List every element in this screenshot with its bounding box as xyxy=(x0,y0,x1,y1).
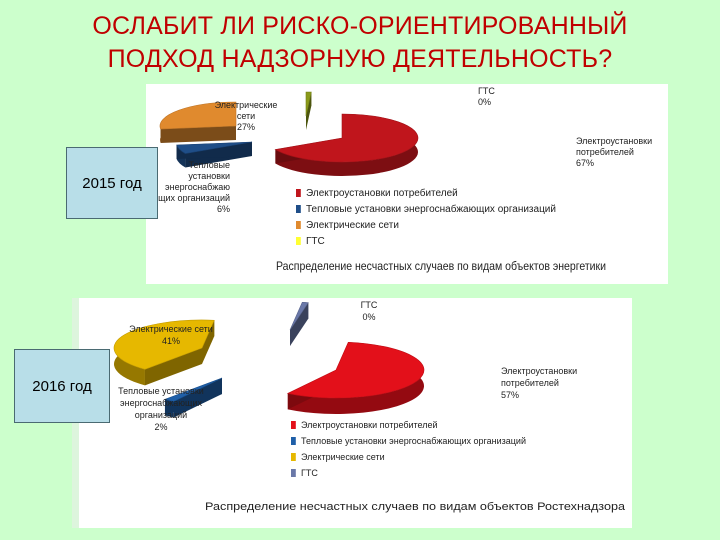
slide-title xyxy=(0,10,720,76)
legend-entry-1: Тепловые установки энергоснабжающих организаций xyxy=(306,204,556,215)
data-label-0 xyxy=(576,136,652,168)
data-label-3 xyxy=(478,86,495,107)
data-label-pct: 41% xyxy=(161,336,181,346)
chart-panel-2015 xyxy=(146,84,668,284)
legend-swatch-2 xyxy=(291,453,296,461)
legend-swatch-1 xyxy=(291,437,296,445)
legend-entry-2: Электрические сети xyxy=(301,452,385,462)
legend-swatch-0 xyxy=(291,421,296,429)
data-label-line: ГТС xyxy=(360,300,378,310)
year-label-2016 xyxy=(14,349,110,423)
data-label-pct: 6% xyxy=(216,204,230,214)
data-label-line: щих организаций xyxy=(158,193,230,203)
data-label-pct: 0% xyxy=(478,97,492,107)
data-label-pct: 2% xyxy=(154,422,168,432)
legend-entry-3: ГТС xyxy=(301,468,318,478)
legend-entry-2: Электрические сети xyxy=(306,220,399,231)
data-label-line: установки xyxy=(188,171,230,181)
year-label-2015-text: 2015 год xyxy=(82,174,142,192)
legend-swatch-0 xyxy=(296,189,301,197)
legend-entry-0: Электроустановки потребителей xyxy=(306,188,458,199)
data-label-line: потребителей xyxy=(501,378,559,388)
pie-slice-0 xyxy=(275,114,418,162)
legend-entry-3: ГТС xyxy=(306,236,325,247)
data-label-line: Электрические сети xyxy=(129,324,213,334)
legend-swatch-3 xyxy=(291,469,296,477)
data-label-line: потребителей xyxy=(576,147,634,157)
year-label-2016-text: 2016 год xyxy=(32,377,92,395)
pie-chart-2015 xyxy=(146,84,668,284)
data-label-line: ГТС xyxy=(478,86,495,96)
data-label-pct: 67% xyxy=(576,158,595,168)
data-label-pct: 57% xyxy=(501,390,520,400)
data-label-line: Электроустановки xyxy=(576,136,653,146)
legend-swatch-1 xyxy=(296,205,301,213)
year-label-2015 xyxy=(66,147,158,219)
data-label-line: Тепловые установки xyxy=(118,386,204,396)
slide-title-line-2: ПОДХОД НАДЗОРНУЮ ДЕЯТЕЛЬНОСТЬ? xyxy=(107,45,613,73)
legend-entry-1: Тепловые установки энергоснабжающих организаций xyxy=(301,436,526,446)
data-label-line: Тепловые xyxy=(188,160,230,170)
data-label-line: Электроустановки xyxy=(501,366,578,376)
legend-entry-0: Электроустановки потребителей xyxy=(301,420,438,430)
data-label-line: энергоснабжающих xyxy=(120,398,202,408)
data-label-pct: 0% xyxy=(362,312,376,322)
chart-title: Распределение несчастных случаев по видам объектов Ростехнадзора xyxy=(205,501,627,513)
data-label-line: Электрические xyxy=(214,100,278,110)
chart-panel-2016-body xyxy=(79,298,632,528)
data-label-line: сети xyxy=(236,111,256,121)
slide-title-line-1: ОСЛАБИТ ЛИ РИСКО-ОРИЕНТИРОВАННЫЙ xyxy=(92,12,628,40)
data-label-0 xyxy=(501,366,577,400)
pie-chart-2016 xyxy=(79,298,632,528)
chart-title: Распределение несчастных случаев по видам объектов энергетики xyxy=(276,259,606,273)
legend xyxy=(291,420,526,478)
data-label-3 xyxy=(361,300,378,322)
legend xyxy=(296,187,556,247)
data-label-line: энергоснабжаю xyxy=(165,182,230,192)
data-label-1 xyxy=(158,160,230,214)
data-label-line: организаций xyxy=(134,410,188,420)
chart-panel-2016 xyxy=(72,298,632,528)
data-label-pct: 27% xyxy=(236,122,256,132)
legend-swatch-3 xyxy=(296,237,301,245)
legend-swatch-2 xyxy=(296,221,301,229)
